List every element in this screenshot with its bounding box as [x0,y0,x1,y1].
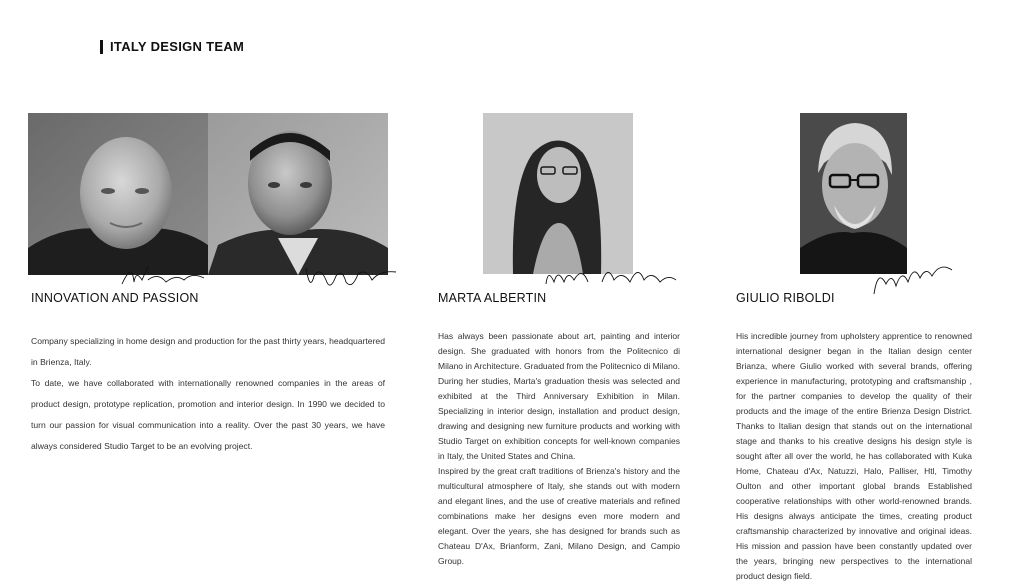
column-title-innovation: INNOVATION AND PASSION [31,291,199,305]
column-body-innovation [31,331,385,457]
column-body-giulio-riboldi [736,329,972,584]
signature-giulio-riboldi [868,258,958,298]
paragraph: To date, we have collaborated with internationally renowned companies in the areas of product design, prototype replication, promotion and interior design. In 1990 we decided to turn our passion for visual communication into a reality. Over the past 30 years, we have always considered Studio Target to be an evolving project. [31,378,385,451]
column-title-giulio-riboldi: GIULIO RIBOLDI [736,291,835,305]
signature-founder-1 [118,260,208,290]
portrait-photo-founder-2 [208,113,388,275]
paragraph: Inspired by the great craft traditions of Brienza's history and the multicultural atmosphere of Italy, she stands out with modern and elegant lines, and the use of creative materials and refined combinations make her designs even more modern and elegant. Over the years, she has designed for brands such as Chateau D'Ax, Brianform, Zani, Milano Design, and Campio Group. [438,466,680,566]
signature-marta-albertin [542,260,682,290]
header-accent-bar [100,40,103,54]
portrait-photo-giulio-riboldi [800,113,907,274]
column-title-marta-albertin: MARTA ALBERTIN [438,291,547,305]
portrait-photo-marta-albertin [483,113,633,274]
paragraph: His incredible journey from upholstery apprentice to renowned international designer began in the Italian design center Brianza, where Giulio worked with several brands, offering experience in manufacturing, prototyping and craftsmanship , for the partner companies to develop the quality of their products and the image of the entire Brienza Design District. Thanks to Italian design that stands out on the international stage and thanks to his creative designs his design style is sought after all over the world, he has collaborated with Kuka Home, Chateau d'Ax, Natuzzi, Halo, Palliser, Htl, Timothy Oulton and other important global brands Established cooperative relationships with other world-renowned brands. His designs always anticipate the times, creating product craftsmanship characterized by innovative and original ideas. His mission and passion have been constantly updated over the years, bringing new perspectives to the international product design field. [736,331,972,581]
portrait-photo-founder-1 [28,113,208,275]
paragraph: Company specializing in home design and production for the past thirty years, headquartered in Brienza, Italy. [31,336,385,367]
page-title: ITALY DESIGN TEAM [110,39,245,54]
column-body-marta-albertin [438,329,680,569]
section-header [100,39,244,54]
signature-founder-2 [300,262,400,298]
paragraph: Has always been passionate about art, painting and interior design. She graduated with honors from the Politecnico di Milano in Architecture. Graduated from the Politecnico di Milano. During her studies, Marta's graduation thesis was selected and exhibited at the Third Anniversary Exhibition in Milan. Specializing in interior design, installation and product design, drawing and designing new furniture products and working with Studio Target on exhibition concepts for well-known companies in Italy, the United States and China. [438,331,680,461]
